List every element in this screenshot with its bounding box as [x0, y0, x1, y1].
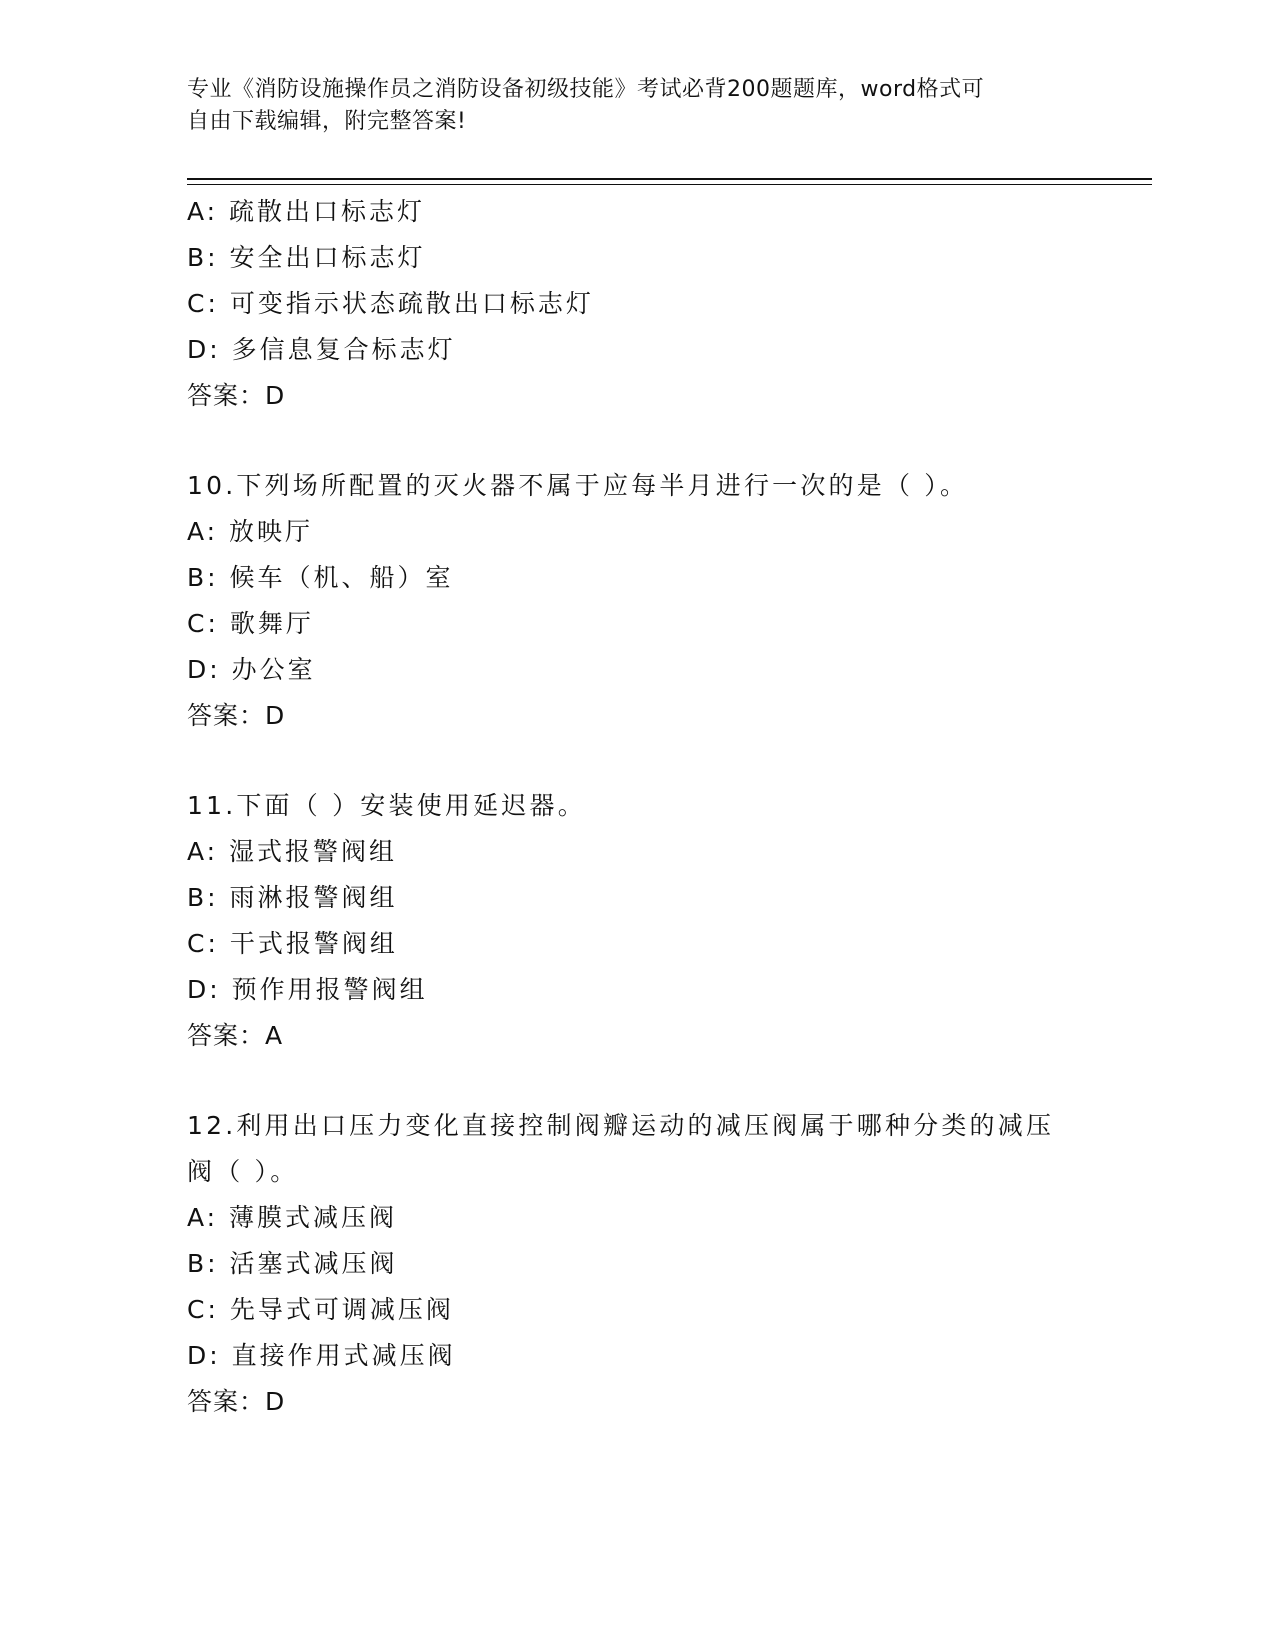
question-10: [187, 463, 1087, 739]
question-list: [187, 189, 1087, 1425]
header-divider-thin: [187, 184, 1152, 185]
option-d: D: 直接作用式减压阀: [187, 1341, 456, 1370]
option-d: D: 办公室: [187, 655, 316, 684]
option-d: D: 预作用报警阀组: [187, 975, 428, 1004]
question-stem-line-1: 12.利用出口压力变化直接控制阀瓣运动的减压阀属于哪种分类的减压: [187, 1111, 1055, 1140]
option-a: A: 薄膜式减压阀: [187, 1203, 398, 1232]
spacer: [187, 739, 1087, 783]
option-c: C: 歌舞厅: [187, 609, 314, 638]
option-b: B: 活塞式减压阀: [187, 1249, 398, 1278]
question-9: [187, 189, 1087, 419]
option-c: C: 先导式可调减压阀: [187, 1295, 454, 1324]
header-divider-thick: [187, 178, 1152, 180]
question-12: [187, 1103, 1087, 1425]
spacer: [187, 419, 1087, 463]
document-header: [187, 74, 1067, 138]
option-c: C: 可变指示状态疏散出口标志灯: [187, 289, 594, 318]
option-a: A: 湿式报警阀组: [187, 837, 398, 866]
question-stem: 10.下列场所配置的灭火器不属于应每半月进行一次的是（ ）。: [187, 471, 969, 500]
option-b: B: 雨淋报警阀组: [187, 883, 398, 912]
header-line-1: 专业《消防设施操作员之消防设备初级技能》考试必背200题题库，word格式可: [187, 77, 985, 102]
question-stem: 11.下面（ ）安装使用延迟器。: [187, 791, 586, 820]
header-line-2: 自由下载编辑，附完整答案!: [187, 109, 467, 134]
option-b: B: 安全出口标志灯: [187, 243, 426, 272]
question-11: [187, 783, 1087, 1059]
answer: 答案：A: [187, 1021, 284, 1050]
answer: 答案：D: [187, 381, 286, 410]
answer: 答案：D: [187, 1387, 286, 1416]
answer: 答案：D: [187, 701, 286, 730]
spacer: [187, 1059, 1087, 1103]
option-a: A: 疏散出口标志灯: [187, 197, 426, 226]
question-stem-line-2: 阀（ ）。: [187, 1157, 299, 1186]
option-d: D: 多信息复合标志灯: [187, 335, 456, 364]
option-a: A: 放映厅: [187, 517, 314, 546]
option-c: C: 干式报警阀组: [187, 929, 398, 958]
option-b: B: 候车（机、船）室: [187, 563, 454, 592]
